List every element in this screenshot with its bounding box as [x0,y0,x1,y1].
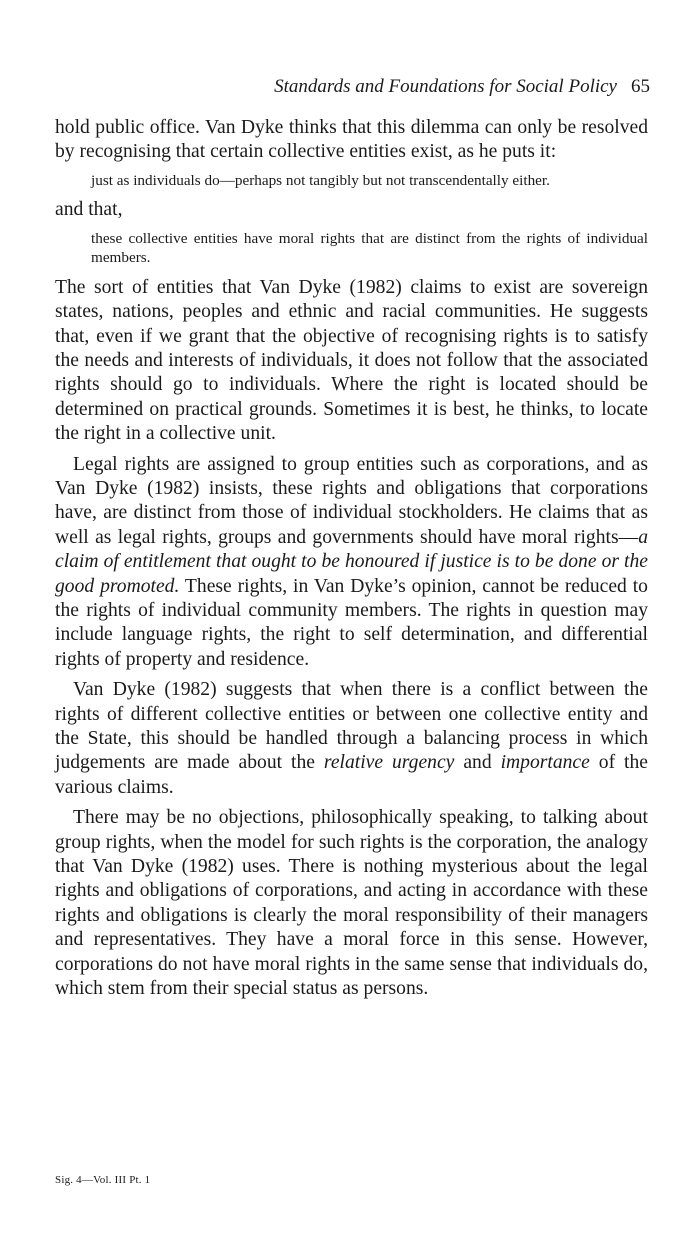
italic-text-run: a claim of entitlement that ought to be honoured if justice is to be done or the good promoted. [55,526,648,597]
paragraph [55,678,648,800]
paragraph: hold public office. Van Dyke thinks that this dilemma can only be resolved by recognising that certain collective entities exist, as he puts it: [55,117,648,163]
text-run: and [454,752,501,774]
signature-mark: Sig. 4—Vol. III Pt. 1 [55,1174,151,1186]
text-run: Legal rights are assigned to group entities such as corporations, and as Van Dyke (1982) insists, these rights and obligations that corporations have, are distinct from those of individual stockholders. He claims that as well as legal rights, groups and governments should have moral rights— [55,453,648,548]
body-text [55,116,648,1002]
block-quote: these collective entities have moral rights that are distinct from the rights of individual members. [91,229,648,267]
paragraph: The sort of entities that Van Dyke (1982) claims to exist are sovereign states, nations, peoples and ethnic and racial communities. He suggests that, even if we grant that the objective of recognising rights is to satisfy the needs and interests of individuals, it does not follow that the associated rights should go to individuals. Where the right is located should be determined on practical grounds. Sometimes it is best, he thinks, to locate the right in a collective unit. [55,276,648,445]
paragraph: There may be no objections, philosophically speaking, to talking about group rights, when the model for such rights is the corporation, the analogy that Van Dyke (1982) uses. There is nothing mysterious about the legal rights and obligations of corporations, and acting in accordance with these rights and obligations is clearly the moral responsibility of their managers and representatives. They have a moral force in this sense. However, corporations do not have moral rights in the same sense that individuals do, which stem from their special status as persons. [55,807,648,1000]
text-run: of the various claims. [55,752,648,798]
paragraph [55,453,648,673]
text-run: These rights, in Van Dyke’s opinion, cannot be reduced to the rights of individual community members. The rights in question may include language rights, the right to self determination, and differential rights of property and residence. [55,575,648,670]
text-run: Van Dyke (1982) suggests that when there is a conflict between the rights of different collective entities or between one collective entity and the State, this should be handled through a balancing process in which judgements are made about the [55,679,648,774]
running-head [274,76,650,98]
italic-text-run: importance [500,752,590,774]
page-number: 65 [631,76,650,97]
running-head-title: Standards and Foundations for Social Policy [274,76,617,97]
italic-text-run: relative urgency [323,752,455,774]
paragraph: and that, [55,199,123,221]
block-quote: just as individuals do—perhaps not tangibly but not transcendentally either. [91,171,550,189]
